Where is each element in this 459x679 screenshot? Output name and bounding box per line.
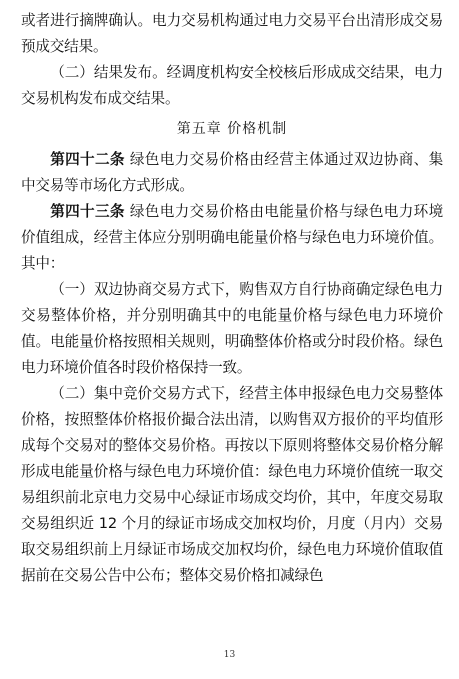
list-item-centralized-bidding: （二）集中竞价交易方式下，经营主体申报绿色电力交易整体价格，按照整体价格报价撮合法出清，以购售双方报价的平均值形成每个交易对的整体交易价格。再按以下原则将整体交易价格分解形成电能量价格与绿色电力环境价值：绿色电力环境价值统一取交易组织前北京电力交易中心绿证市场成交均价，其中，年度交易取交易组织近 12 个月的绿证市场成交加权均价，月度（月内）交易取交易组织前上月绿证市场成交加权均价，绿色电力环境价值取值据前在交易公告中公布；整体交易价格扣减绿色 [21, 385, 443, 584]
article-42 [21, 147, 443, 199]
document-body [21, 8, 443, 589]
article-number: 第四十二条 [50, 151, 125, 168]
article-text: 绿色电力交易价格由经营主体通过双边协商、集中交易等市场化方式形成。 [21, 151, 443, 194]
chapter-heading: 第五章 价格机制 [176, 121, 288, 137]
paragraph-continuation: 或者进行摘牌确认。电力交易机构通过电力交易平台出清形成交易预成交结果。 [21, 12, 443, 55]
article-text: 绿色电力交易价格由电能量价格与绿色电力环境价值组成，经营主体应分别明确电能量价格与绿色电力环境价值。其中： [21, 203, 443, 272]
page-number: 13 [223, 650, 236, 660]
list-item-bilateral-negotiation: （一）双边协商交易方式下，购售双方自行协商确定绿色电力交易整体价格，并分别明确其中的电能量价格与绿色电力环境价值。电能量价格按照相关规则，明确整体价格或分时段价格。绿色电力环境价值各时段价格保持一致。 [21, 281, 443, 376]
article-number: 第四十三条 [50, 203, 125, 220]
paragraph-result-publication: （二）结果发布。经调度机构安全校核后形成成交结果，电力交易机构发布成交结果。 [21, 64, 443, 107]
article-43 [21, 199, 443, 277]
